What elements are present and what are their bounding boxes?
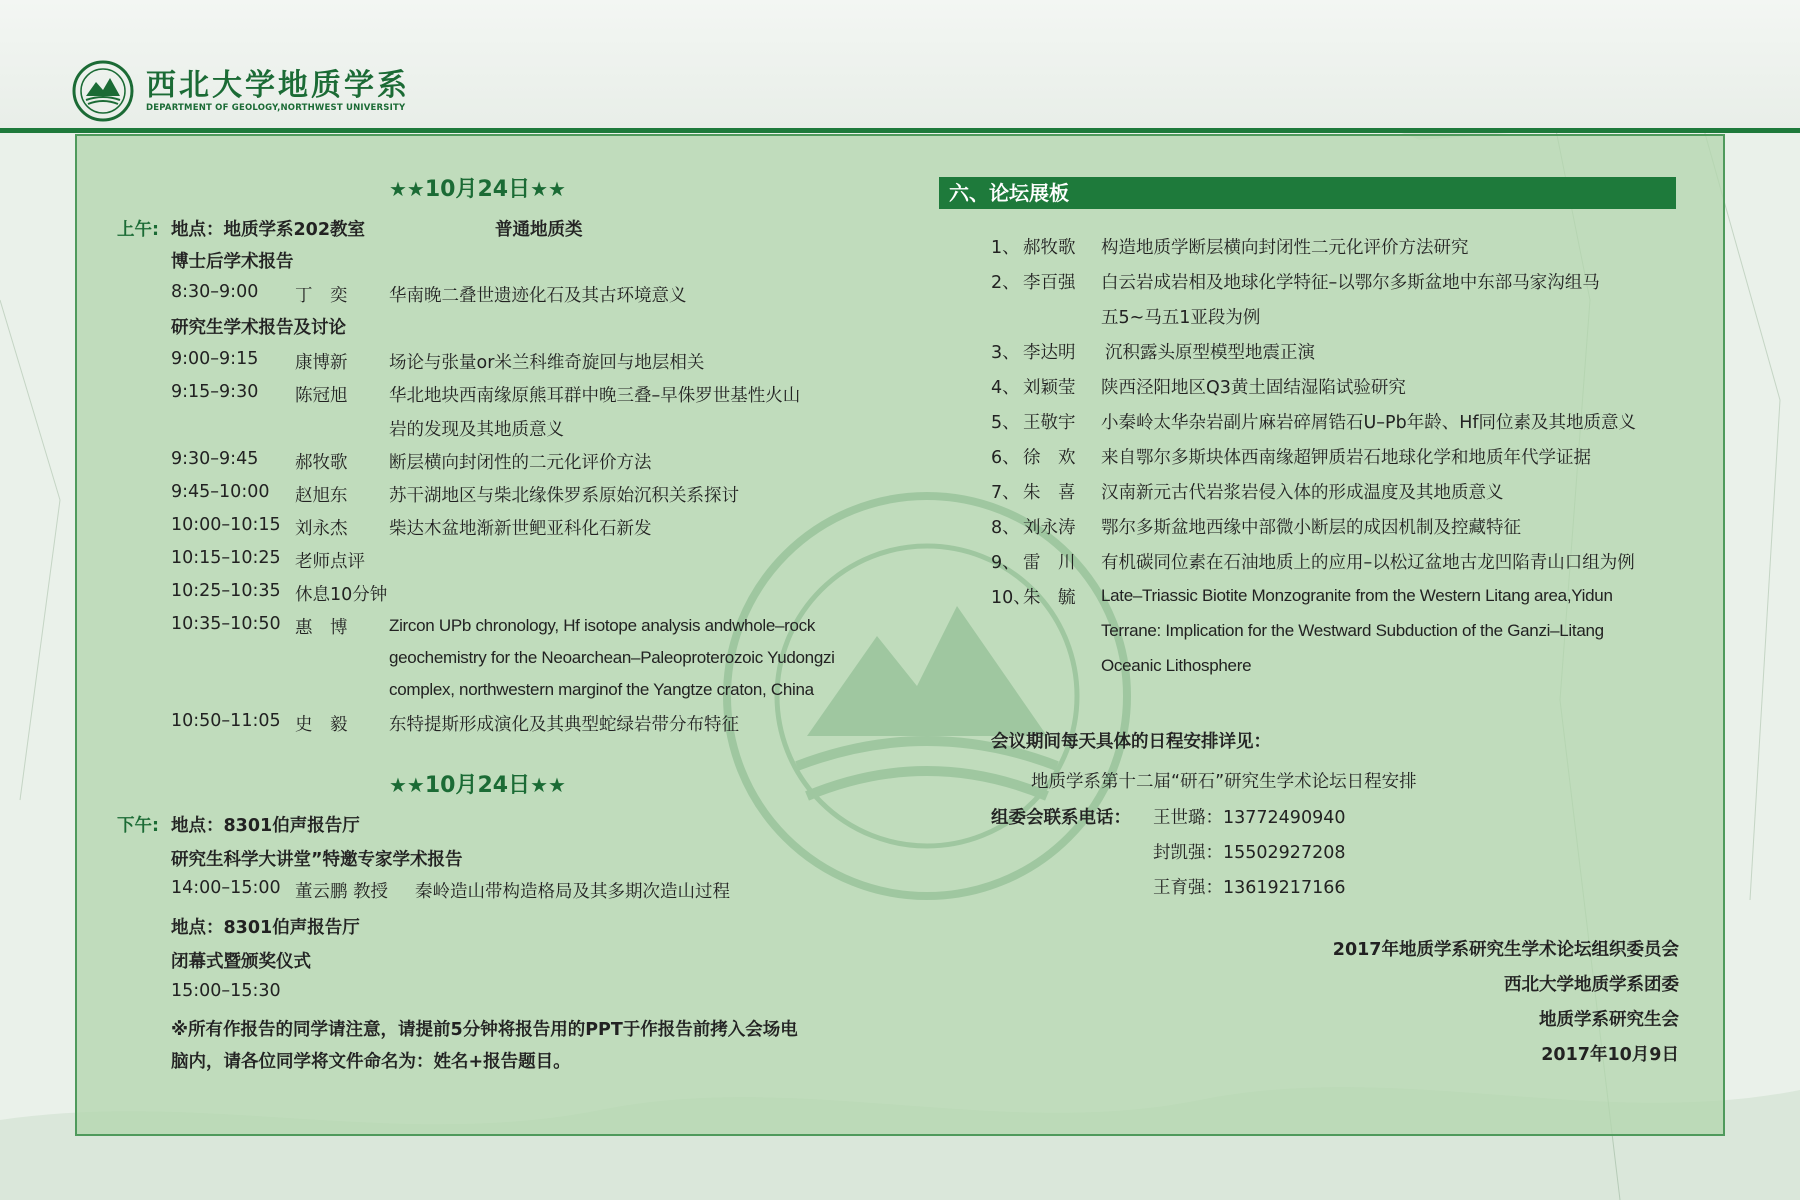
talk-title: Zircon UPb chronology, Hf isotope analysis andwhole–rock (389, 616, 816, 635)
talk-title-cont: geochemistry for the Neoarchean–Paleoproterozoic Yudongzi (389, 648, 835, 667)
poster-author: 朱 喜 (1023, 483, 1076, 503)
speaker-name: 史 毅 (295, 715, 348, 735)
header-rule (0, 128, 1800, 133)
talk-title: 华北地块西南缘原熊耳群中晚三叠–早侏罗世基性火山 (389, 386, 801, 406)
talk-title: 场论与张量or米兰科维奇旋回与地层相关 (389, 353, 705, 373)
poster-title: 鄂尔多斯盆地西缘中部微小断层的成因机制及控藏特征 (1101, 518, 1521, 538)
contact-phone: 王世璐：13772490940 (1153, 808, 1346, 828)
schedule-time: 9:45–10:00 (171, 482, 270, 502)
schedule-time: 9:00–9:15 (171, 349, 259, 369)
poster-title: 来自鄂尔多斯块体西南缘超钾质岩石地球化学和地质年代学证据 (1101, 448, 1591, 468)
postdoc-heading: 博士后学术报告 (171, 252, 294, 272)
speaker-name: 赵旭东 (295, 486, 348, 506)
talk-title-cont: 岩的发现及其地质意义 (389, 420, 564, 440)
talk-title: 秦岭造山带构造格局及其多期次造山过程 (415, 882, 730, 902)
poster-number: 5、 (991, 413, 1020, 433)
contact-phone: 封凯强：15502927208 (1153, 843, 1346, 863)
schedule-time: 10:25–10:35 (171, 581, 281, 601)
speaker-name: 丁 奕 (295, 286, 348, 306)
poster-author: 李达明 (1023, 343, 1076, 363)
schedule-time: 10:00–10:15 (171, 515, 281, 535)
poster-number: 10、 (991, 588, 1031, 608)
poster-author: 郝牧歌 (1023, 238, 1076, 258)
schedule-note-detail: 地质学系第十二届“研石”研究生学术论坛日程安排 (1031, 772, 1417, 792)
talk-title: 柴达木盆地渐新世鲃亚科化石新发 (389, 519, 652, 539)
poster-author: 雷 川 (1023, 553, 1076, 573)
poster-title: 沉积露头原型模型地震正演 (1105, 343, 1315, 363)
poster-number: 8、 (991, 518, 1020, 538)
morning-date-heading: ★★10月24日★★ (389, 177, 566, 202)
poster-author: 朱 毓 (1023, 588, 1076, 608)
poster-number: 4、 (991, 378, 1020, 398)
talk-title: 断层横向封闭性的二元化评价方法 (389, 453, 652, 473)
poster-title: 构造地质学断层横向封闭性二元化评价方法研究 (1101, 238, 1469, 258)
poster-author: 李百强 (1023, 273, 1076, 293)
poster-author: 王敬宇 (1023, 413, 1076, 433)
star-icon: ★★ (530, 773, 566, 797)
afternoon-period-label: 下午: (117, 816, 159, 836)
signature-date: 2017年10月9日 (1541, 1045, 1679, 1065)
speaker-name: 老师点评 (295, 552, 365, 572)
poster-author: 刘永涛 (1023, 518, 1076, 538)
poster-title: Late–Triassic Biotite Monzogranite from the Western Litang area,Yidun (1101, 586, 1613, 605)
university-logo (72, 60, 410, 122)
talk-title: 苏干湖地区与柴北缘侏罗系原始沉积关系探讨 (389, 486, 739, 506)
signature-line: 2017年地质学系研究生学术论坛组织委员会 (1332, 940, 1679, 960)
speaker-name: 陈冠旭 (295, 386, 348, 406)
speaker-name: 郝牧歌 (295, 453, 348, 473)
signature-line: 西北大学地质学系团委 (1504, 975, 1679, 995)
contact-label: 组委会联系电话： (991, 808, 1131, 828)
poster-title: 陕西泾阳地区Q3黄土固结湿陷试验研究 (1101, 378, 1406, 398)
talk-title: 东特提斯形成演化及其典型蛇绿岩带分布特征 (389, 715, 739, 735)
star-icon: ★★ (389, 773, 425, 797)
closing-time: 15:00–15:30 (171, 981, 281, 1001)
poster-number: 1、 (991, 238, 1020, 258)
logo-title: 西北大学地质学系 (146, 68, 410, 103)
poster-number: 3、 (991, 343, 1020, 363)
poster-title: 小秦岭太华杂岩副片麻岩碎屑锆石U–Pb年龄、Hf同位素及其地质意义 (1101, 413, 1637, 433)
schedule-time: 10:15–10:25 (171, 548, 281, 568)
speaker-name: 休息10分钟 (295, 585, 388, 605)
schedule-time: 10:50–11:05 (171, 711, 281, 731)
schedule-time: 8:30–9:00 (171, 282, 259, 302)
talk-title-cont: complex, northwestern marginof the Yangtze craton, China (389, 680, 814, 699)
closing-location: 地点：8301伯声报告厅 (171, 918, 360, 938)
poster-number: 7、 (991, 483, 1020, 503)
poster-title-cont: Oceanic Lithosphere (1101, 656, 1252, 675)
logo-emblem-icon (72, 60, 134, 122)
poster-number: 6、 (991, 448, 1020, 468)
logo-subtitle: DEPARTMENT OF GEOLOGY,NORTHWEST UNIVERSITY (146, 103, 406, 113)
poster-number: 2、 (991, 273, 1020, 293)
poster-author: 徐 欢 (1023, 448, 1076, 468)
speaker-name: 董云鹏 教授 (295, 882, 389, 902)
poster-title: 有机碳同位素在石油地质上的应用–以松辽盆地古龙凹陷青山口组为例 (1101, 553, 1635, 573)
signature-line: 地质学系研究生会 (1539, 1010, 1679, 1030)
speaker-name: 惠 博 (295, 618, 348, 638)
morning-category: 普通地质类 (495, 220, 583, 240)
morning-period-label: 上午: (117, 220, 159, 240)
grad-heading: 研究生学术报告及讨论 (171, 318, 346, 338)
poster-title-cont: 五5~马五1亚段为例 (1101, 308, 1261, 328)
poster-author: 刘颖莹 (1023, 378, 1076, 398)
schedule-time: 9:30–9:45 (171, 449, 259, 469)
morning-location: 地点：地质学系202教室 (171, 220, 366, 240)
watermark-year: 1939 (887, 687, 964, 722)
afternoon-location: 地点：8301伯声报告厅 (171, 816, 360, 836)
schedule-time: 14:00–15:00 (171, 878, 281, 898)
poster-title: 白云岩成岩相及地球化学特征–以鄂尔多斯盆地中东部马家沟组马 (1101, 273, 1600, 293)
star-icon: ★★ (530, 177, 566, 201)
speaker-name: 康博新 (295, 353, 348, 373)
schedule-note-heading: 会议期间每天具体的日程安排详见： (991, 732, 1271, 752)
talk-title: 华南晚二叠世遗迹化石及其古环境意义 (389, 286, 687, 306)
star-icon: ★★ (389, 177, 425, 201)
posters-section-title: 六、论坛展板 (939, 177, 1676, 209)
poster-number: 9、 (991, 553, 1020, 573)
schedule-time: 9:15–9:30 (171, 382, 259, 402)
lecture-heading: 研究生科学大讲堂”特邀专家学术报告 (171, 850, 463, 870)
schedule-time: 10:35–10:50 (171, 614, 281, 634)
poster-title-cont: Terrane: Implication for the Westward Subduction of the Ganzi–Litang (1101, 621, 1604, 640)
contact-phone: 王育强：13619217166 (1153, 878, 1346, 898)
content-panel (75, 134, 1725, 1136)
speaker-name: 刘永杰 (295, 519, 348, 539)
notice-line: 脑内，请各位同学将文件命名为：姓名+报告题目。 (171, 1052, 571, 1072)
notice-line: ※所有作报告的同学请注意，请提前5分钟将报告用的PPT于作报告前拷入会场电 (171, 1020, 798, 1040)
closing-heading: 闭幕式暨颁奖仪式 (171, 952, 311, 972)
poster-title: 汉南新元古代岩浆岩侵入体的形成温度及其地质意义 (1101, 483, 1504, 503)
afternoon-date-heading: ★★10月24日★★ (389, 773, 566, 798)
